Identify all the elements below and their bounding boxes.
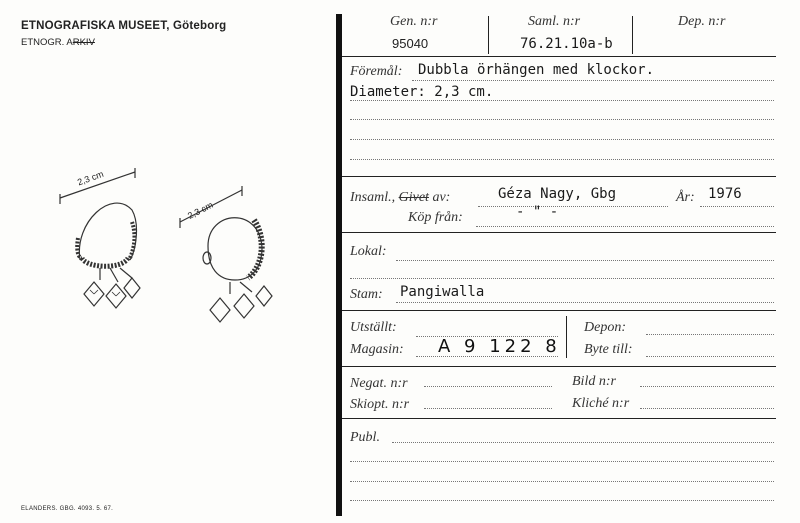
rule-diameter (350, 100, 774, 101)
section-divider-2 (342, 232, 776, 233)
insaml-text: Insaml., (350, 190, 396, 205)
negative-number-label: Negat. n:r (350, 376, 408, 391)
header-divider (342, 56, 776, 57)
purchase-label: Köp från: (408, 210, 463, 225)
rule-locality-2 (350, 278, 774, 279)
exchange-label: Byte till: (584, 342, 633, 357)
rule-purchase (476, 226, 774, 227)
rule-deposit (646, 334, 774, 335)
tribe-label: Stam: (350, 287, 383, 302)
section-divider-1 (342, 176, 776, 177)
insaml-value: Géza Nagy, Gbg (498, 186, 617, 202)
struck-department: RKIV (72, 37, 95, 48)
rule-locality (396, 260, 774, 261)
object-label: Föremål: (350, 64, 403, 79)
image-number-label: Bild n:r (572, 374, 616, 389)
locality-label: Lokal: (350, 244, 387, 259)
storage-value: A 9 122 8 (438, 336, 561, 357)
dep-number-label: Dep. n:r (678, 14, 726, 29)
rule-exchange (646, 356, 774, 357)
section-divider-5 (342, 418, 776, 419)
year-label: År: (676, 190, 695, 205)
cliche-number-label: Kliché n:r (572, 396, 630, 411)
section-divider-3 (342, 310, 776, 311)
diameter-value: Diameter: 2,3 cm. (350, 84, 494, 100)
saml-number-value: 76.21.10a-b (520, 36, 613, 52)
section-divider-4 (342, 366, 776, 367)
insaml-label (350, 190, 450, 206)
earring-left (60, 168, 140, 308)
rule-publication (392, 442, 774, 443)
rule-image (640, 386, 774, 387)
slide-number-label: Skiopt. n:r (350, 397, 410, 412)
year-value: 1976 (708, 186, 742, 202)
saml-number-label: Saml. n:r (528, 14, 581, 29)
printer-imprint: ELANDERS. GBG. 4093. 5. 67. (21, 506, 114, 512)
gen-number-value: 95040 (392, 36, 429, 51)
rule-publication-2 (350, 461, 774, 462)
exhibited-label: Utställt: (350, 320, 397, 335)
dimension-label-left: 2,3 cm (76, 168, 105, 188)
rule-year (700, 206, 774, 207)
rule-slide (424, 408, 552, 409)
earring-right (180, 186, 272, 322)
gen-number-label: Gen. n:r (390, 14, 438, 29)
dimension-label-right: 2,3 cm (186, 199, 215, 221)
av-label: av: (432, 190, 451, 205)
header-separator-2 (632, 16, 633, 54)
department-label: ETNOGR. A (21, 37, 73, 48)
rule-blank-2 (350, 139, 774, 140)
rule-publication-3 (350, 481, 774, 482)
rule-blank-3 (350, 159, 774, 160)
rule-publication-4 (350, 500, 774, 501)
rule-blank-1 (350, 119, 774, 120)
struck-givet: Givet (398, 190, 429, 205)
purchase-value: - " - (516, 204, 559, 220)
object-value: Dubbla örhängen med klockor. (418, 62, 655, 78)
rule-cliche (640, 408, 774, 409)
storage-label: Magasin: (350, 342, 404, 357)
museum-name: ETNOGRAFISKA MUSEET, Göteborg (21, 20, 227, 32)
tribe-value: Pangiwalla (400, 284, 485, 300)
rule-object (412, 80, 774, 81)
storage-separator (566, 316, 567, 358)
card-left-border (336, 14, 342, 516)
deposit-label: Depon: (584, 320, 626, 335)
rule-insaml (478, 206, 668, 207)
rule-storage (416, 356, 558, 357)
rule-negative (424, 386, 552, 387)
department-line (21, 37, 95, 48)
publication-label: Publ. (350, 430, 380, 445)
header-separator-1 (488, 16, 489, 54)
rule-tribe (396, 302, 774, 303)
